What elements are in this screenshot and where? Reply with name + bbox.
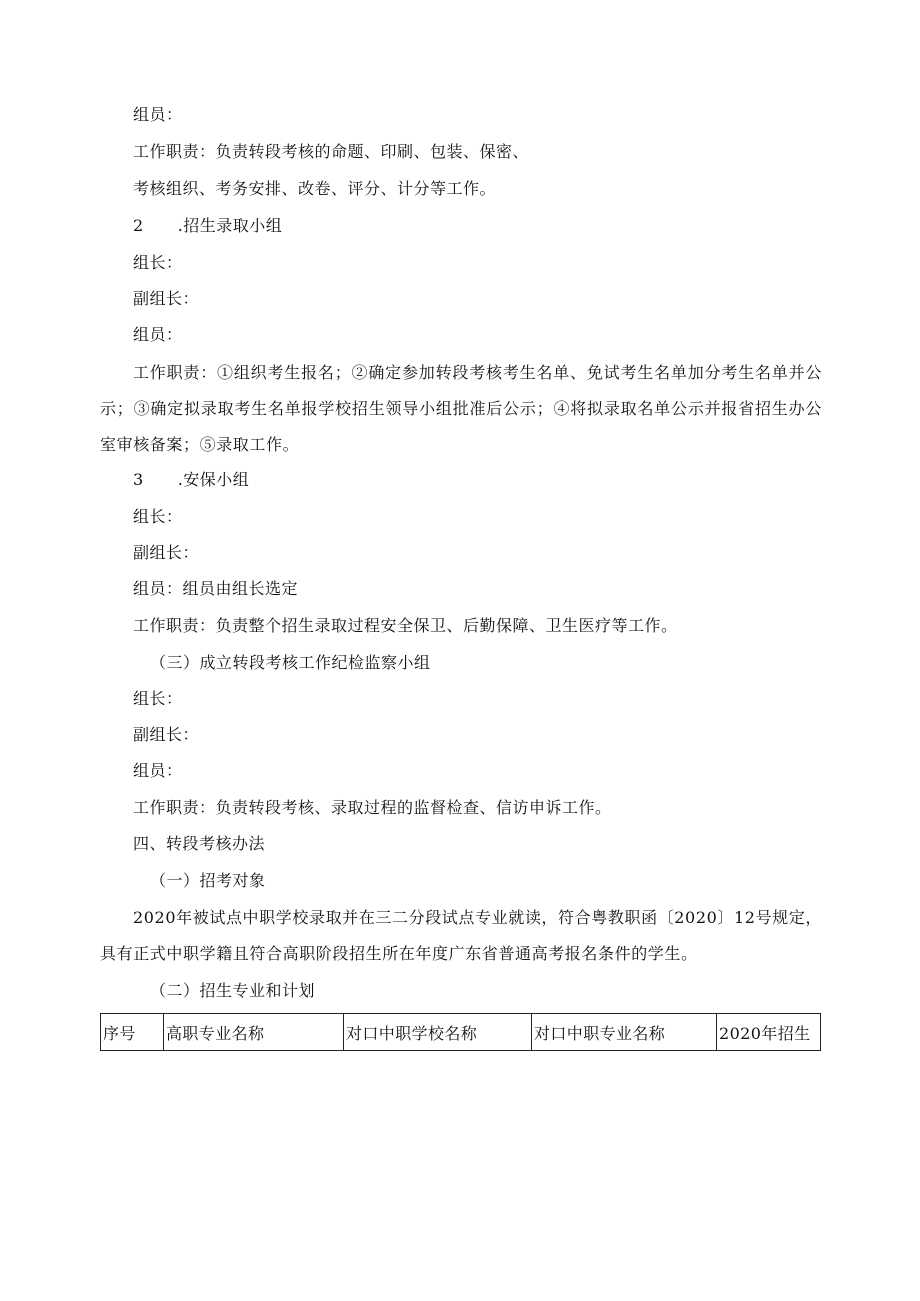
chapter-heading-method: 四、转段考核办法 [133,834,266,853]
deputy-leader-label: 副组长： [133,725,200,744]
duty-text-exam: 工作职责：负责转段考核的命题、印刷、包装、保密、 [133,142,530,161]
table-header-cell: 序号 [101,1014,164,1051]
duty-text-supervision: 工作职责：负责转段考核、录取过程的监督检查、信访申诉工作。 [133,798,612,817]
section-heading-target: （一）招考对象 [150,871,266,890]
team-member-label: 组员： [133,325,183,344]
duty-text-security: 工作职责：负责整个招生录取过程安全保卫、后勤保障、卫生医疗等工作。 [133,616,678,635]
duty-paragraph-admission: 工作职责：①组织考生报名；②确定参加转段考核考生名单、免试考生名单加分考生名单并公示；③确定拟录取考生名单报学校招生领导小组批准后公示；④将拟录取名单公示并报省招生办公室审核备案；⑤录取工作。 [100,363,822,454]
table-header-cell: 对口中职学校名称 [344,1014,532,1051]
section-heading-supervision: （三）成立转段考核工作纪检监察小组 [150,653,431,672]
section-heading-plan: （二）招生专业和计划 [150,981,316,1000]
team-member-label: 组员： [133,761,183,780]
leader-label: 组长： [133,253,183,272]
team-member-label: 组员： [133,105,183,124]
table-header-cell: 对口中职专业名称 [532,1014,717,1051]
enrollment-plan-table [100,1013,821,1051]
table-header-cell: 高职专业名称 [164,1014,344,1051]
leader-label: 组长： [133,689,183,708]
deputy-leader-label: 副组长： [133,543,200,562]
table-header-cell: 2020年招生 [717,1014,821,1051]
section-heading-admission: 2 .招生录取小组 [133,216,283,235]
leader-label: 组长： [133,507,183,526]
team-member-text: 组员：组员由组长选定 [133,579,299,598]
section-heading-security: 3 .安保小组 [133,470,250,489]
deputy-leader-label: 副组长： [133,289,200,308]
table-header-row [101,1014,821,1051]
duty-text-exam-cont: 考核组织、考务安排、改卷、评分、计分等工作。 [133,179,497,198]
target-paragraph: 2020年被试点中职学校录取并在三二分段试点专业就读，符合粤教职函〔2020〕12号规定，具有正式中职学籍且符合高职阶段招生所在年度广东省普通高考报名条件的学生。 [100,908,822,963]
